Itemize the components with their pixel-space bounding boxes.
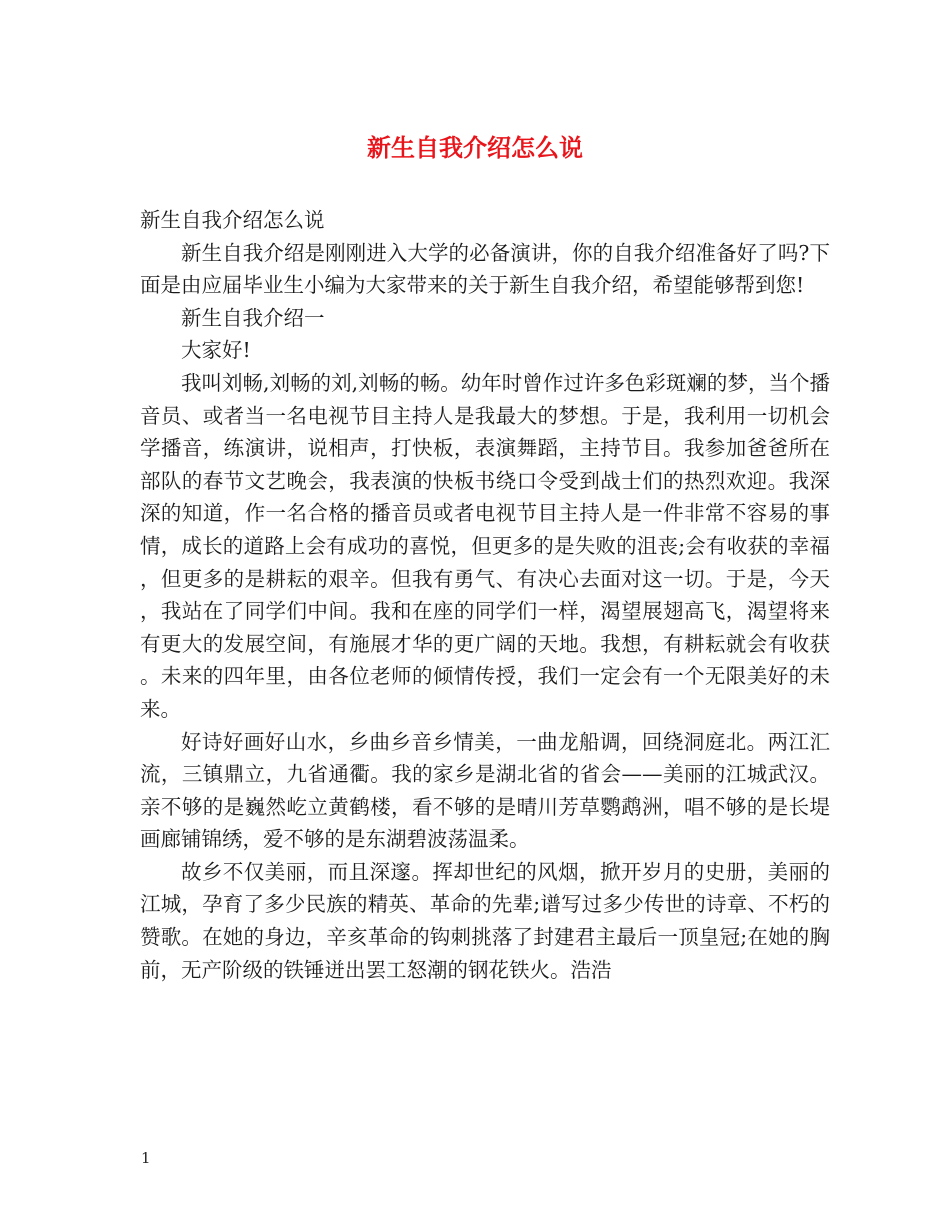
paragraph-history: 故乡不仅美丽，而且深邃。挥却世纪的风烟，掀开岁月的史册，美丽的江城，孕育了多少民族的精英、革命的先辈;谱写过多少传世的诗章、不朽的赞歌。在她的身边，辛亥革命的钩刺挑落了封建君主最后一顶皇冠;在她的胸前，无产阶级的铁锤迸出罢工怒潮的钢花铁火。浩浩 [140,859,830,982]
paragraph-greeting: 大家好! [181,338,251,363]
document-body [140,204,830,986]
document-title: 新生自我介绍怎么说 [367,133,583,162]
paragraph-heading: 新生自我介绍怎么说 [140,208,325,232]
paragraph-self-intro: 我叫刘畅,刘畅的刘,刘畅的畅。幼年时曾作过许多色彩斑斓的梦，当个播音员、或者当一名电视节目主持人是我最大的梦想。于是，我利用一切机会学播音，练演讲，说相声，打快板，表演舞蹈，主持节目。我参加爸爸所在部队的春节文艺晚会，我表演的快板书绕口令受到战士们的热烈欢迎。我深深的知道，作一名合格的播音员或者电视节目主持人是一件非常不容易的事情，成长的道路上会有成功的喜悦，但更多的是失败的沮丧;会有收获的幸福，但更多的是耕耘的艰辛。但我有勇气、有决心去面对这一切。于是，今天，我站在了同学们中间。我和在座的同学们一样，渴望展翅高飞，渴望将来有更大的发展空间，有施展才华的更广阔的天地。我想，有耕耘就会有收获。未来的四年里，由各位老师的倾情传授，我们一定会有一个无限美好的未来。 [140,370,830,721]
page-number: 1 [141,1149,151,1167]
paragraph-section-title: 新生自我介绍一 [181,305,325,330]
paragraph-intro: 新生自我介绍是刚刚进入大学的必备演讲，你的自我介绍准备好了吗?下面是由应届毕业生小编为大家带来的关于新生自我介绍，希望能够帮到您! [140,240,830,298]
paragraph-hometown: 好诗好画好山水，乡曲乡音乡情美，一曲龙船调，回绕洞庭北。两江汇流，三镇鼎立，九省通衢。我的家乡是湖北省的省会——美丽的江城武汉。亲不够的是巍然屹立黄鹤楼，看不够的是晴川芳草鹦鹉洲，唱不够的是长堤画廊铺锦绣，爱不够的是东湖碧波荡温柔。 [140,729,830,852]
